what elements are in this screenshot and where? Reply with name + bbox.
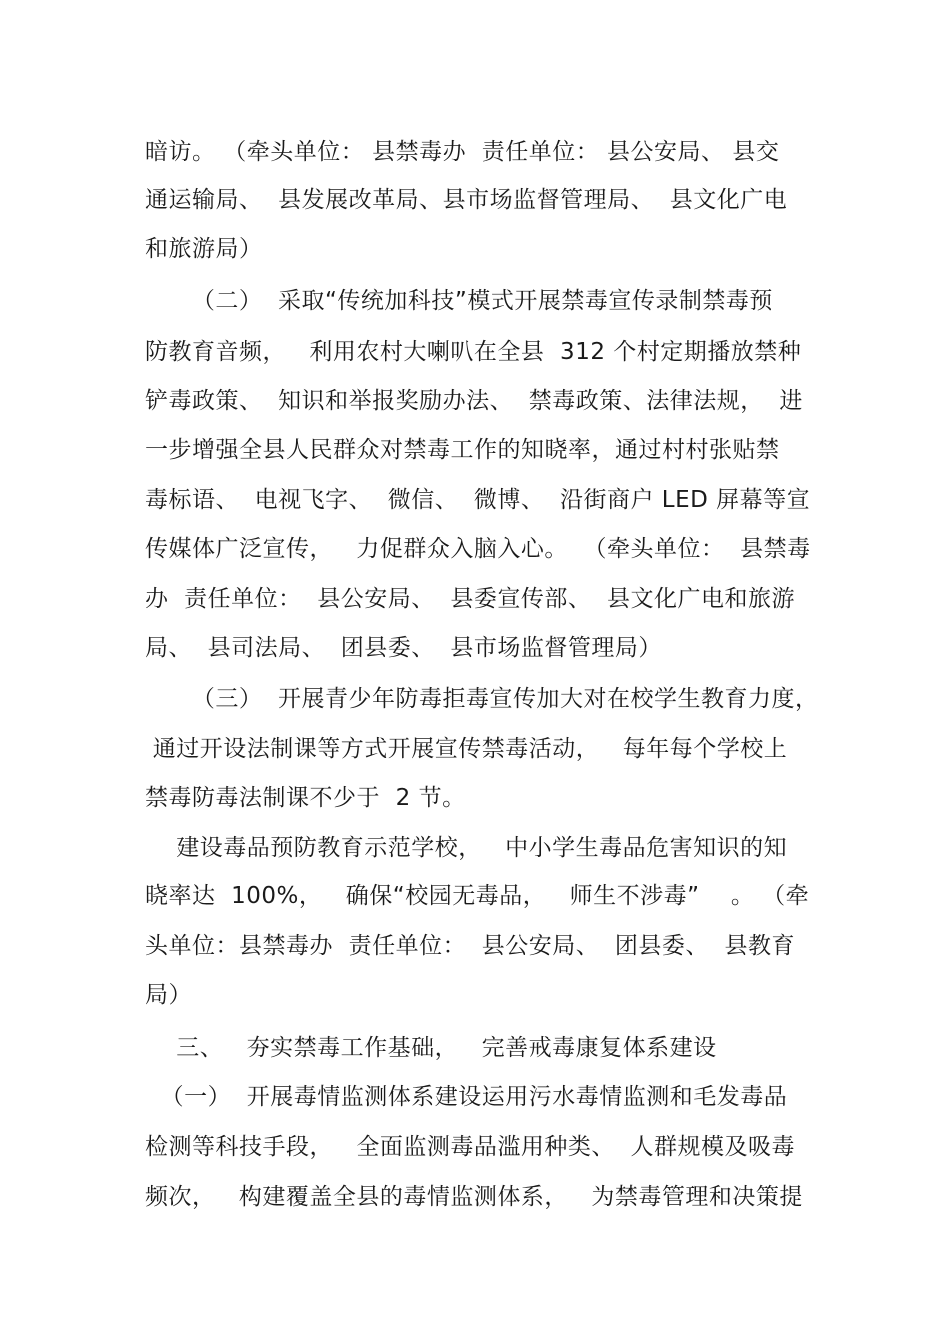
text-line: 铲毒政策、 知识和举报奖励办法、 禁毒政策、法律法规， 进	[145, 388, 803, 414]
text-line: 传媒体广泛宣传， 力促群众入脑入心。 （牵头单位： 县禁毒	[145, 536, 811, 562]
text-line: 办 责任单位： 县公安局、 县委宣传部、 县文化广电和旅游	[145, 586, 795, 612]
text-line: 建设毒品预防教育示范学校， 中小学生毒品危害知识的知	[145, 835, 788, 861]
text-line: 局、 县司法局、 团县委、 县市场监督管理局）	[145, 635, 662, 661]
text-line: （三） 开展青少年防毒拒毒宣传加大对在校学生教育力度，	[145, 686, 819, 712]
text-line: 和旅游局）	[145, 236, 263, 262]
text-line: 头单位：县禁毒办 责任单位： 县公安局、 团县委、 县教育	[145, 933, 795, 959]
text-line: 通过开设法制课等方式开展宣传禁毒活动， 每年每个学校上	[145, 736, 788, 762]
text-line: （二） 采取“传统加科技”模式开展禁毒宣传录制禁毒预	[145, 288, 773, 314]
text-line: 通运输局、 县发展改革局、县市场监督管理局、 县文化广电	[145, 187, 788, 213]
text-line: 局）	[145, 982, 192, 1008]
text-line: 一步增强全县人民群众对禁毒工作的知晓率，通过村村张贴禁	[145, 437, 780, 463]
text-line: 禁毒防毒法制课不少于 2 节。	[145, 785, 466, 811]
text-line: 频次， 构建覆盖全县的毒情监测体系， 为禁毒管理和决策提	[145, 1184, 803, 1210]
text-line: 暗访。 （牵头单位： 县禁毒办 责任单位： 县公安局、 县交	[145, 139, 780, 165]
text-line: 毒标语、 电视飞字、 微信、 微博、 沿街商户 LED 屏幕等宣	[145, 487, 811, 513]
text-line: 晓率达 100%， 确保“校园无毒品， 师生不涉毒” 。 （牵	[145, 883, 810, 909]
text-line: 检测等科技手段， 全面监测毒品滥用种类、 人群规模及吸毒	[145, 1134, 796, 1160]
text-line: 防教育音频， 利用农村大喇叭在全县 312 个村定期播放禁种	[145, 339, 802, 365]
text-line: （一） 开展毒情监测体系建设运用污水毒情监测和毛发毒品	[145, 1084, 788, 1110]
section-heading: 三、 夯实禁毒工作基础， 完善戒毒康复体系建设	[145, 1035, 717, 1061]
